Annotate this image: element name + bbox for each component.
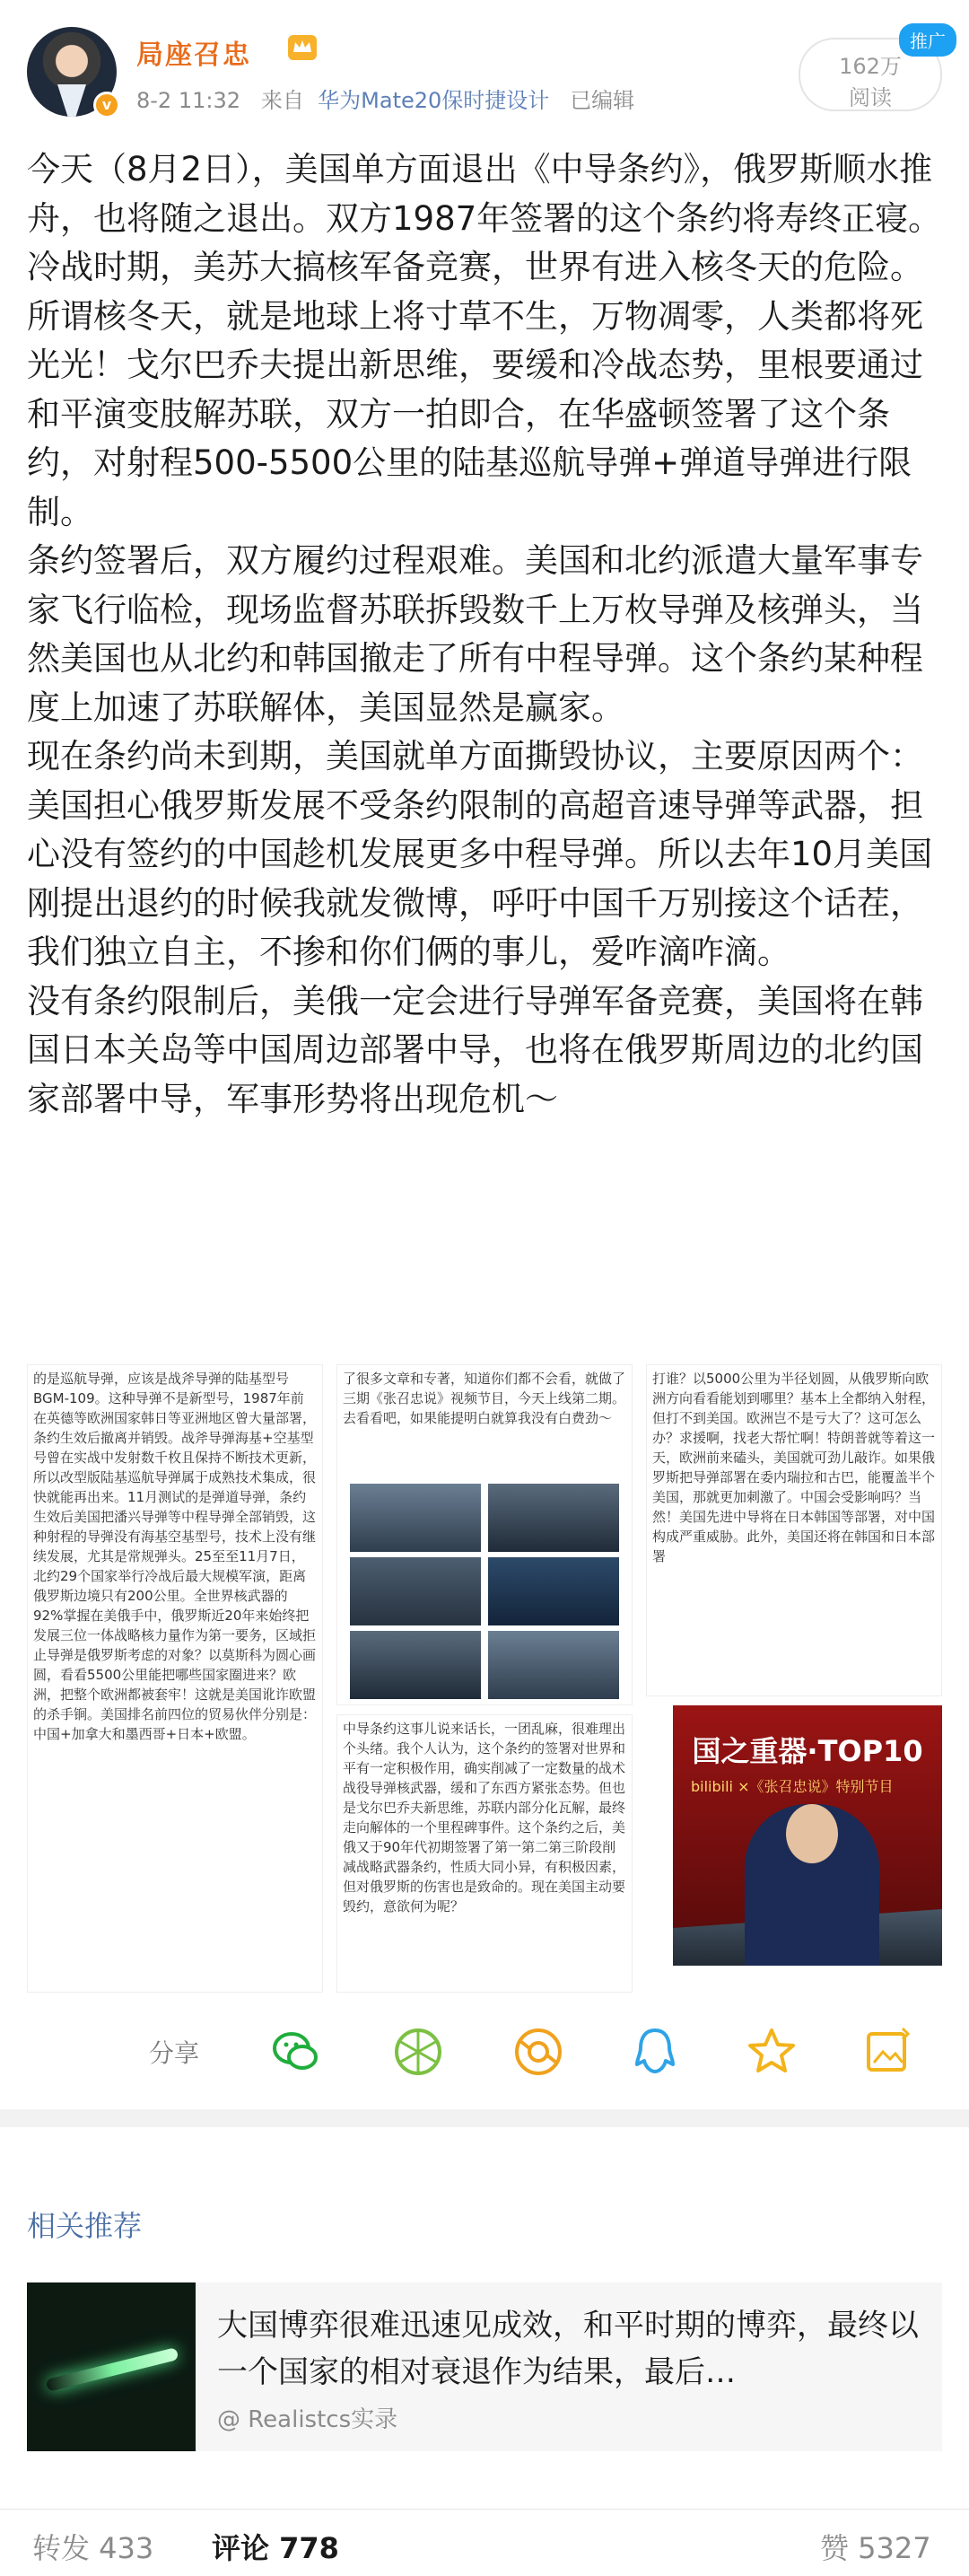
related-title: 相关推荐 xyxy=(27,2209,143,2243)
save-image-icon[interactable] xyxy=(861,2025,915,2079)
device-link[interactable]: 华为Mate20保时捷设计 xyxy=(318,88,550,113)
promo-badge[interactable]: 推广 xyxy=(899,23,956,57)
favorite-star-icon[interactable] xyxy=(745,2025,799,2079)
view-count-unit: 阅读 xyxy=(849,85,892,110)
weibo-icon[interactable] xyxy=(511,2025,565,2079)
image-article-4[interactable] xyxy=(646,1364,942,1696)
related-thumbnail xyxy=(27,2282,196,2451)
source-prefix: 来自 xyxy=(260,88,304,113)
comments-tab[interactable]: 评论 778 xyxy=(212,2531,339,2565)
likes-tab[interactable]: 赞 5327 xyxy=(820,2531,931,2565)
post-images xyxy=(27,1364,942,1993)
bottom-action-bar xyxy=(0,2509,969,2576)
post-meta xyxy=(136,83,634,114)
image-article-1[interactable] xyxy=(27,1364,323,1993)
share-label: 分享 xyxy=(149,2038,200,2068)
image-article-1-text: 的是巡航导弹，应该是战斧导弹的陆基型号BGM-109。这种导弹不是新型号，1987年前在英德等欧洲国家韩日等亚洲地区曾大量部署，条约生效后撤离并销毁。战斧导弹海基+空基型号曾在实战中发射数千枚且保持不断技术更新，所以改型版陆基巡航导弹属于成熟技术集成，很快就能再出来。11月测试的是弹道导弹，条约生效后美国把潘兴导弹等中程导弹全部销毁，这种射程的导弹没有海基空基型号，技术上没有继续发展，尤其是常规弹头。25至至11月7日，北约29个国家举行冷战后最大规模军演，距离俄罗斯边境只有200公里。全世界核武器的92%掌握在美俄手中，俄罗斯近20年来始终把发展三位一体战略核力量作为第一要务，区域拒止导弹是俄罗斯考虑的对象？以莫斯科为圆心画圆，看看5500公里能把哪些国家圈进来？欧洲，把整个欧洲都被套牢！这就是美国讹诈欧盟的杀手锏。美国排名前四位的贸易伙伴分别是：中国+加拿大和墨西哥+日本+欧盟。 xyxy=(33,1371,317,1742)
moments-icon[interactable] xyxy=(391,2025,445,2079)
verified-badge-icon: v xyxy=(93,92,120,118)
post-paragraph: 今天（8月2日），美国单方面退出《中导条约》，俄罗斯顺水推舟，也将随之退出。双方1987年签署的这个条约将寿终正寝。 xyxy=(27,150,942,238)
post-paragraph: 冷战时期，美苏大搞核军备竞赛，世界有进入核冬天的危险。所谓核冬天，就是地球上将寸草不生，万物凋零，人类都将死光光！戈尔巴乔夫提出新思维，要缓和冷战态势，里根要通过和平演变肢解苏联，双方一拍即合，在华盛顿签署了这个条约，对射程500-5500公里的陆基巡航导弹+弹道导弹进行限制。 xyxy=(27,248,923,531)
video-thumbnail xyxy=(348,1555,483,1627)
related-source: @ Realistcs实录 xyxy=(217,2406,398,2433)
related-text: 大国博弈很难迅速见成效，和平时期的博弈，最终以一个国家的相对衰退作为结果，最后… xyxy=(217,2308,919,2390)
image-poster[interactable] xyxy=(673,1705,942,1966)
image-article-4-text: 打谁？以5000公里为半径划圆，从俄罗斯向欧洲方向看看能划到哪里？基本上全都纳入射程，但打不到美国。欧洲岂不是亏大了？这可怎么办？求援啊，找老大帮忙啊！特朗普就等着这一天，欧洲前来磕头，美国就可劲儿敲诈。如果俄罗斯把导弹部署在委内瑞拉和古巴，能覆盖半个美国，那就更加刺激了。中国会受影响吗？当然！美国先进中导将在日本韩国等部署，对中国构成严重威胁。此外，美国还将在韩国和日本部署 xyxy=(652,1371,936,1564)
poster-subtitle: bilibili ×《张召忠说》特别节目 xyxy=(691,1778,894,1795)
image-article-2-text: 了很多文章和专著，知道你们都不会看，就做了三期《张召忠说》视频节目，今天上线第二期。去看看吧，如果能提明白就算我没有白费劲～ xyxy=(343,1371,626,1426)
user-name[interactable]: 局座召忠 xyxy=(136,39,251,71)
qq-icon[interactable] xyxy=(628,2025,682,2079)
post-body xyxy=(27,145,946,1124)
wechat-icon[interactable] xyxy=(269,2025,323,2079)
repost-tab[interactable]: 转发 433 xyxy=(32,2531,154,2565)
poster-title: 国之重器·TOP10 xyxy=(692,1734,923,1768)
video-thumbnail xyxy=(486,1482,621,1554)
section-divider xyxy=(0,2109,969,2127)
image-article-3[interactable] xyxy=(336,1714,633,1993)
post-paragraph: 没有条约限制后，美俄一定会进行导弹军备竞赛，美国将在韩国日本关岛等中国周边部署中导，也将在俄罗斯周边的北约国家部署中导，军事形势将出现危机～ xyxy=(27,981,923,1118)
post-paragraph: 条约签署后，双方履约过程艰难。美国和北约派遣大量军事专家飞行临检，现场监督苏联拆毁数千上万枚导弹及核弹头，当然美国也从北约和韩国撤走了所有中程导弹。这个条约某种程度上加速了苏联解体，美国显然是赢家。 xyxy=(27,541,923,727)
post-paragraph: 现在条约尚未到期，美国就单方面撕毁协议，主要原因两个：美国担心俄罗斯发展不受条约限制的高超音速导弹等武器，担心没有签约的中国趁机发展更多中程导弹。所以去年10月美国刚提出退约的时候我就发微博，呼吁中国千万别接这个话茬，我们独立自主，不掺和你们俩的事儿，爱咋滴咋滴。 xyxy=(27,737,933,971)
video-thumbnail xyxy=(486,1629,621,1701)
image-article-3-text: 中导条约这事儿说来话长，一团乱麻，很难理出个头绪。我个人认为，这个条约的签署对世界和平有一定积极作用，确实削减了一定数量的战术战役导弹核武器，缓和了东西方紧张态势。但也是戈尔巴乔夫新思维，苏联内部分化瓦解，最终走向解体的一个里程碑事件。这个条约之后，美俄又于90年代初期签署了第一第二第三阶段削减战略武器条约，性质大同小异，有积极因素，但对俄罗斯的伤害也是致命的。现在美国主动要毁约，意欲何为呢？ xyxy=(343,1721,626,1914)
edited-label[interactable]: 已编辑 xyxy=(570,88,635,113)
post-header xyxy=(0,0,969,144)
share-row xyxy=(0,1998,969,2097)
presenter-face xyxy=(786,1804,838,1863)
video-thumbnail xyxy=(486,1555,621,1627)
post-time: 8-2 11:32 xyxy=(136,88,240,113)
related-card[interactable] xyxy=(27,2282,942,2451)
video-thumbnail xyxy=(348,1482,483,1554)
view-count: 162万 xyxy=(839,54,902,79)
image-article-2[interactable] xyxy=(336,1364,633,1705)
video-thumbnail xyxy=(348,1629,483,1701)
crown-icon xyxy=(287,34,318,61)
